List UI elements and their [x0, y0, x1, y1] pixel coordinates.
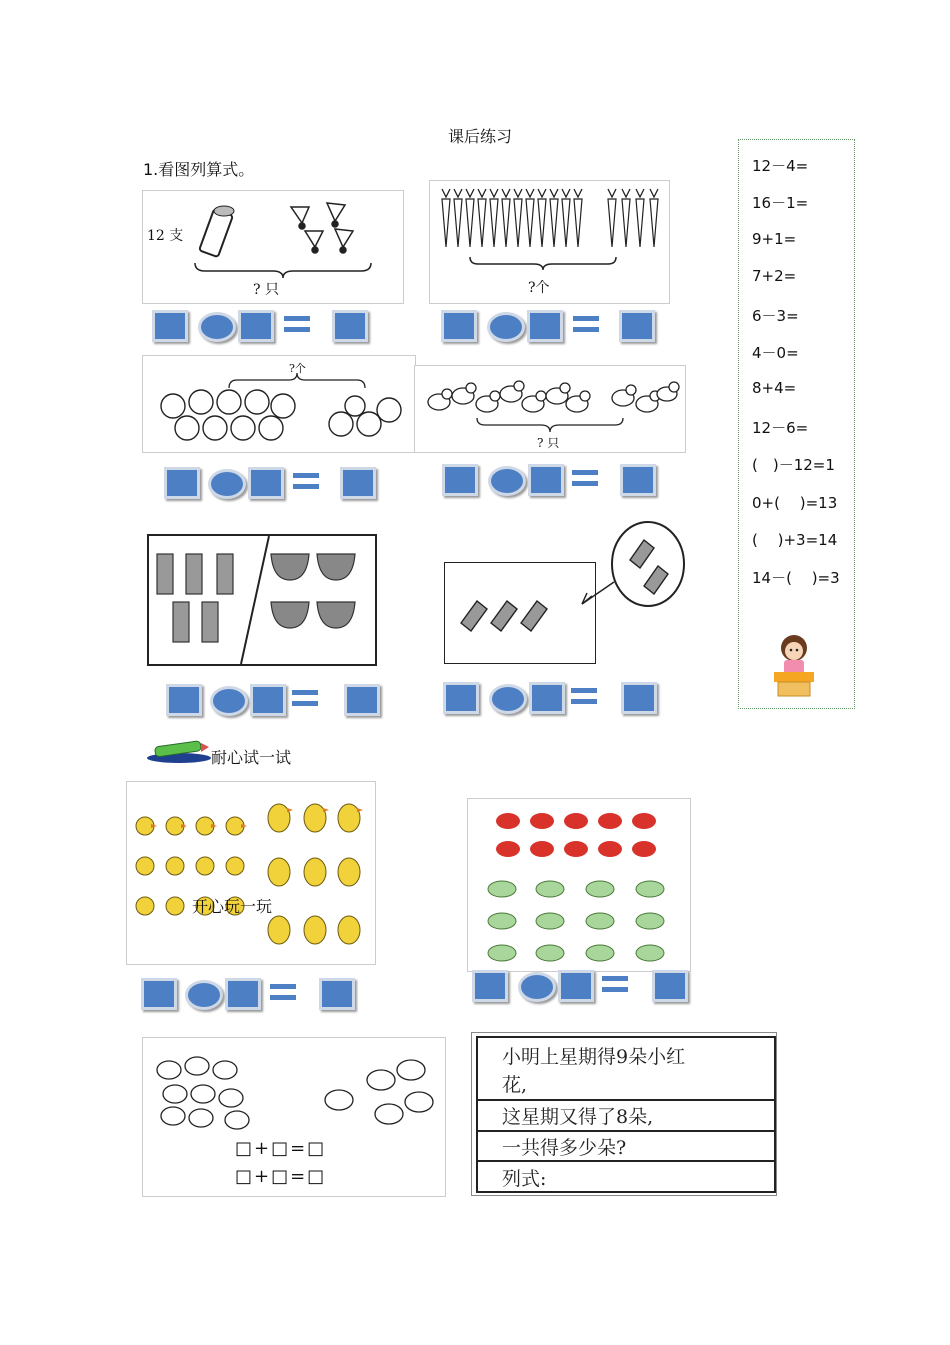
operator-oval[interactable]: [208, 469, 246, 499]
equals-sign: [270, 984, 296, 1002]
side-equation: 4－0=: [752, 344, 799, 362]
side-equation: 16－1=: [752, 194, 809, 212]
pencil-callout-icon: [578, 520, 688, 612]
shuttlecock-icon: [283, 201, 363, 261]
equals-sign: [602, 976, 628, 994]
answer-row: [164, 464, 384, 500]
picture-label: 12 支: [147, 228, 184, 244]
side-equation-panel: [738, 139, 855, 709]
apple-icon: [157, 384, 407, 450]
operator-oval[interactable]: [489, 684, 527, 714]
glass-icon: [149, 536, 375, 664]
answer-row: [443, 679, 663, 715]
answer-row: [141, 975, 361, 1011]
word-problem-answer-label[interactable]: 列式:: [502, 1168, 547, 1190]
section-heading: 耐心试一试: [211, 748, 292, 767]
number-box[interactable]: [441, 310, 477, 342]
operator-oval[interactable]: [185, 980, 223, 1010]
equals-sign: [293, 473, 319, 491]
answer-box[interactable]: [332, 310, 368, 342]
pen-holder-icon: [198, 203, 238, 259]
equals-sign: [571, 688, 597, 706]
picture-carrots: [429, 180, 670, 304]
equals-sign: [572, 470, 598, 488]
answer-row: [472, 967, 692, 1003]
picture-apples: [142, 355, 416, 453]
pencil-icon: [455, 593, 555, 643]
answer-box[interactable]: [621, 682, 657, 714]
answer-row: [442, 461, 662, 497]
bracket-icon: [475, 416, 625, 434]
number-box[interactable]: [443, 682, 479, 714]
number-box[interactable]: [472, 970, 508, 1002]
equals-sign: [292, 690, 318, 708]
side-equation: 9+1=: [752, 230, 797, 248]
formula-line: □+□=□: [235, 1166, 327, 1187]
answer-box[interactable]: [340, 467, 376, 499]
number-box[interactable]: [166, 684, 202, 716]
number-box[interactable]: [141, 978, 177, 1010]
chick-icon: [423, 370, 683, 418]
side-equation: 8+4=: [752, 379, 797, 397]
picture-chick-groups: [142, 1037, 446, 1197]
number-box[interactable]: [558, 970, 594, 1002]
question-1-heading: 1.看图列算式。: [143, 160, 255, 179]
number-box[interactable]: [152, 310, 188, 342]
number-box[interactable]: [442, 464, 478, 496]
squirrel-icon: [468, 799, 690, 971]
pen-icon: [143, 738, 211, 764]
number-box[interactable]: [250, 684, 286, 716]
bracket-icon: [468, 255, 618, 271]
operator-oval[interactable]: [198, 312, 236, 342]
equals-sign: [573, 316, 599, 334]
side-equation: ( )+3=14: [752, 531, 838, 549]
number-box[interactable]: [529, 682, 565, 714]
chick-icon: [149, 1050, 439, 1132]
side-equation: ( )－12=1: [752, 456, 835, 474]
picture-glasses-cups: [147, 534, 377, 666]
formula-line: □+□=□: [235, 1138, 327, 1159]
word-problem-line: 这星期又得了8朵,: [502, 1106, 654, 1128]
number-box[interactable]: [238, 310, 274, 342]
picture-label: ?个: [528, 280, 550, 296]
picture-label: ?个: [289, 362, 306, 375]
side-equation: 6－3=: [752, 307, 799, 325]
word-problem-line: 小明上星期得9朵小红: [502, 1046, 686, 1068]
word-problem-box: [471, 1032, 777, 1196]
number-box[interactable]: [164, 467, 200, 499]
word-problem-line: 花,: [502, 1074, 528, 1096]
picture-ducks: [126, 781, 376, 965]
section-heading: 开心玩一玩: [192, 897, 273, 916]
operator-oval[interactable]: [210, 686, 248, 716]
answer-box[interactable]: [652, 970, 688, 1002]
duck-icon: [131, 796, 371, 962]
picture-squirrels-rabbits: [467, 798, 691, 972]
answer-box[interactable]: [344, 684, 380, 716]
answer-box[interactable]: [620, 464, 656, 496]
word-problem-line: 一共得多少朵?: [502, 1137, 627, 1159]
answer-row: [152, 307, 372, 343]
picture-shuttlecocks: [142, 190, 404, 304]
answer-row: [166, 681, 386, 717]
answer-box[interactable]: [619, 310, 655, 342]
side-equation: 7+2=: [752, 267, 797, 285]
equals-sign: [284, 316, 310, 334]
picture-chicks: [414, 365, 686, 453]
side-equation: 14－( )=3: [752, 569, 840, 587]
girl-desk-icon: [771, 632, 817, 700]
bracket-icon: [193, 261, 373, 279]
operator-oval[interactable]: [487, 312, 525, 342]
operator-oval[interactable]: [518, 972, 556, 1002]
picture-label: ? 只: [253, 282, 279, 298]
answer-box[interactable]: [319, 978, 355, 1010]
picture-pencils: [444, 562, 596, 664]
number-box[interactable]: [528, 464, 564, 496]
number-box[interactable]: [248, 467, 284, 499]
side-equation: 12－6=: [752, 419, 809, 437]
page-title: 课后练习: [448, 127, 513, 146]
side-equation: 0+( )=13: [752, 494, 838, 512]
number-box[interactable]: [527, 310, 563, 342]
carrot-icon: [434, 185, 666, 255]
operator-oval[interactable]: [488, 466, 526, 496]
number-box[interactable]: [225, 978, 261, 1010]
side-equation: 12－4=: [752, 157, 809, 175]
picture-label: ? 只: [537, 436, 560, 450]
answer-row: [441, 307, 661, 343]
